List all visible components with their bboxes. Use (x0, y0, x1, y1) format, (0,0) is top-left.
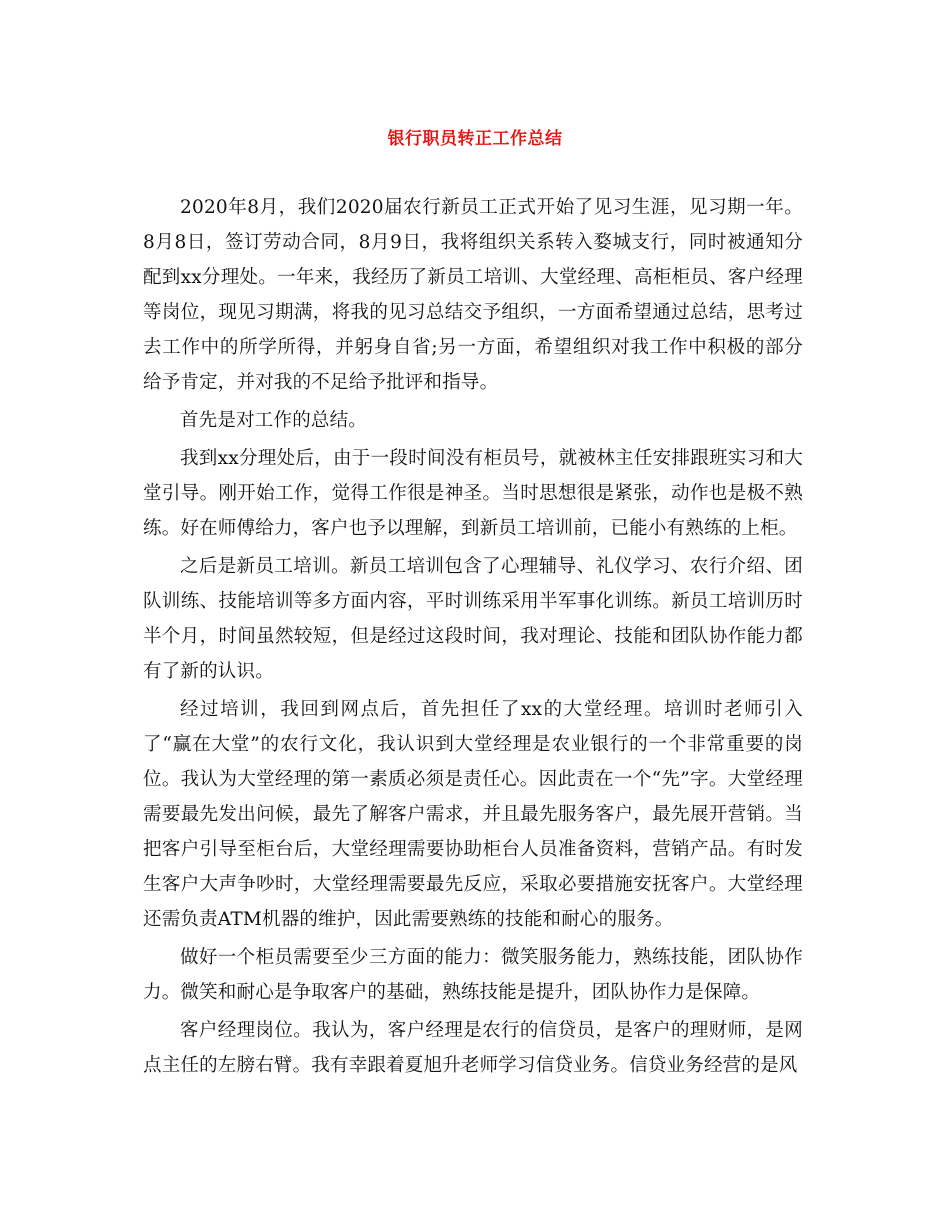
paragraph: 客户经理岗位。我认为，客户经理是农行的信贷员，是客户的理财师，是网点主任的左膀右臂。我有幸跟着夏旭升老师学习信贷业务。信贷业务经营的是风 (143, 1020, 803, 1076)
paragraph: 2020年8月，我们2020届农行新员工正式开始了见习生涯，见习期一年。8月8日，签订劳动合同，8月9日，我将组织关系转入婺城支行，同时被通知分配到xx分理处。一年来，我经历了新员工培训、大堂经理、高柜柜员、客户经理等岗位，现见习期满，将我的见习总结交予组织，一方面希望通过总结，思考过去工作中的所学所得，并躬身自省;另一方面，希望组织对我工作中积极的部分给予肯定，并对我的不足给予批评和指导。 (143, 197, 803, 393)
paragraph: 我到xx分理处后，由于一段时间没有柜员号，就被林主任安排跟班实习和大堂引导。刚开始工作，觉得工作很是神圣。当时思想很是紧张，动作也是极不熟练。好在师傅给力，客户也予以理解，到新员工培训前，已能小有熟练的上柜。 (143, 448, 803, 539)
paragraph: 首先是对工作的总结。 (180, 410, 368, 431)
paragraph: 经过培训，我回到网点后，首先担任了xx的大堂经理。培训时老师引入了“赢在大堂”的农行文化，我认识到大堂经理是农业银行的一个非常重要的岗位。我认为大堂经理的第一素质必须是责任心。因此责在一个“先”字。大堂经理需要最先发出问候，最先了解客户需求，并且最先服务客户，最先展开营销。当把客户引导至柜台后，大堂经理需要协助柜台人员准备资料，营销产品。有时发生客户大声争吵时，大堂经理需要最先反应，采取必要措施安抚客户。大堂经理还需负责ATM机器的维护，因此需要熟练的技能和耐心的服务。 (143, 699, 803, 930)
document-title: 银行职员转正工作总结 (387, 129, 563, 149)
paragraph: 之后是新员工培训。新员工培训包含了心理辅导、礼仪学习、农行介绍、团队训练、技能培训等多方面内容，平时训练采用半军事化训练。新员工培训历时半个月，时间虽然较短，但是经过这段时间，我对理论、技能和团队协作能力都有了新的认识。 (143, 556, 803, 682)
paragraph: 做好一个柜员需要至少三方面的能力：微笑服务能力，熟练技能，团队协作力。微笑和耐心是争取客户的基础，熟练技能是提升，团队协作力是保障。 (143, 947, 803, 1003)
document-body (143, 190, 803, 1086)
